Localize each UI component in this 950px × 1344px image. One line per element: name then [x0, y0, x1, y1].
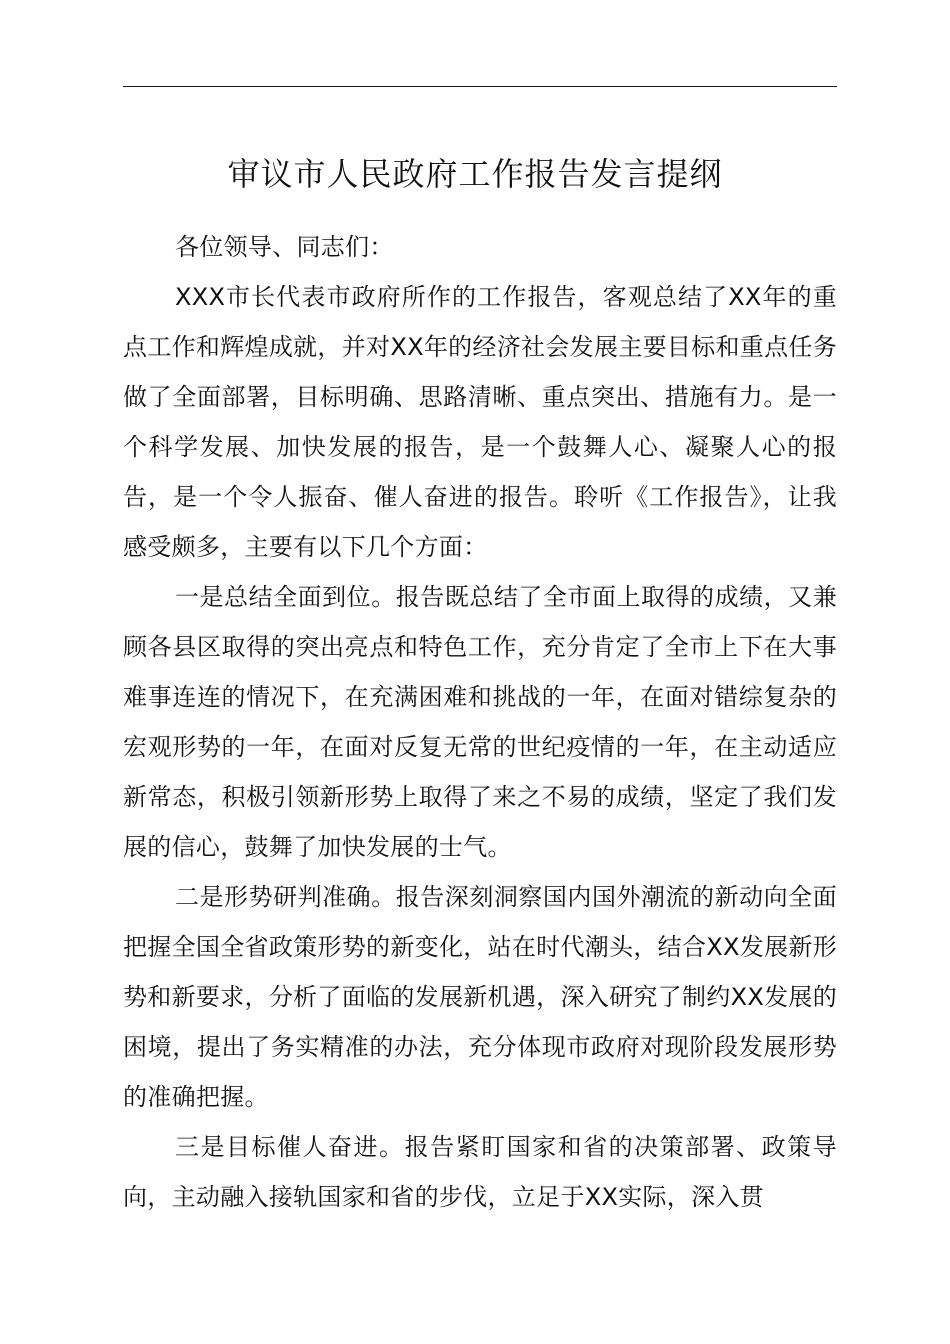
header-rule	[123, 86, 837, 87]
document-title: 审议市人民政府工作报告发言提纲	[227, 155, 723, 193]
point-two-paragraph: 二是形势研判准确。报告深刻洞察国内国外潮流的新动向全面把握全国全省政策形势的新变化，站在时代潮头，结合XX发展新形势和新要求，分析了面临的发展新机遇，深入研究了制约XX发展的困境，提出了务实精准的办法，充分体现市政府对现阶段发展形势的准确把握。	[123, 883, 837, 1111]
salutation-paragraph: 各位领导、同志们：	[175, 233, 394, 261]
intro-paragraph: XXX市长代表市政府所作的工作报告，客观总结了XX年的重点工作和辉煌成就，并对XX年的经济社会发展主要目标和重点任务做了全面部署，目标明确、思路清晰、重点突出、措施有力。是一个科学发展、加快发展的报告，是一个鼓舞人心、凝聚人心的报告，是一个令人振奋、催人奋进的报告。聆听《工作报告》，让我感受颇多，主要有以下几个方面：	[123, 283, 837, 561]
point-three-paragraph: 三是目标催人奋进。报告紧盯国家和省的决策部署、政策导向，主动融入接轨国家和省的步伐，立足于XX实际，深入贯	[123, 1133, 837, 1211]
document-body	[123, 222, 837, 1222]
point-one-paragraph: 一是总结全面到位。报告既总结了全市面上取得的成绩，又兼顾各县区取得的突出亮点和特色工作，充分肯定了全市上下在大事难事连连的情况下，在充满困难和挑战的一年，在面对错综复杂的宏观形势的一年，在面对反复无常的世纪疫情的一年，在主动适应新常态，积极引领新形势上取得了来之不易的成绩，坚定了我们发展的信心，鼓舞了加快发展的士气。	[123, 583, 837, 861]
